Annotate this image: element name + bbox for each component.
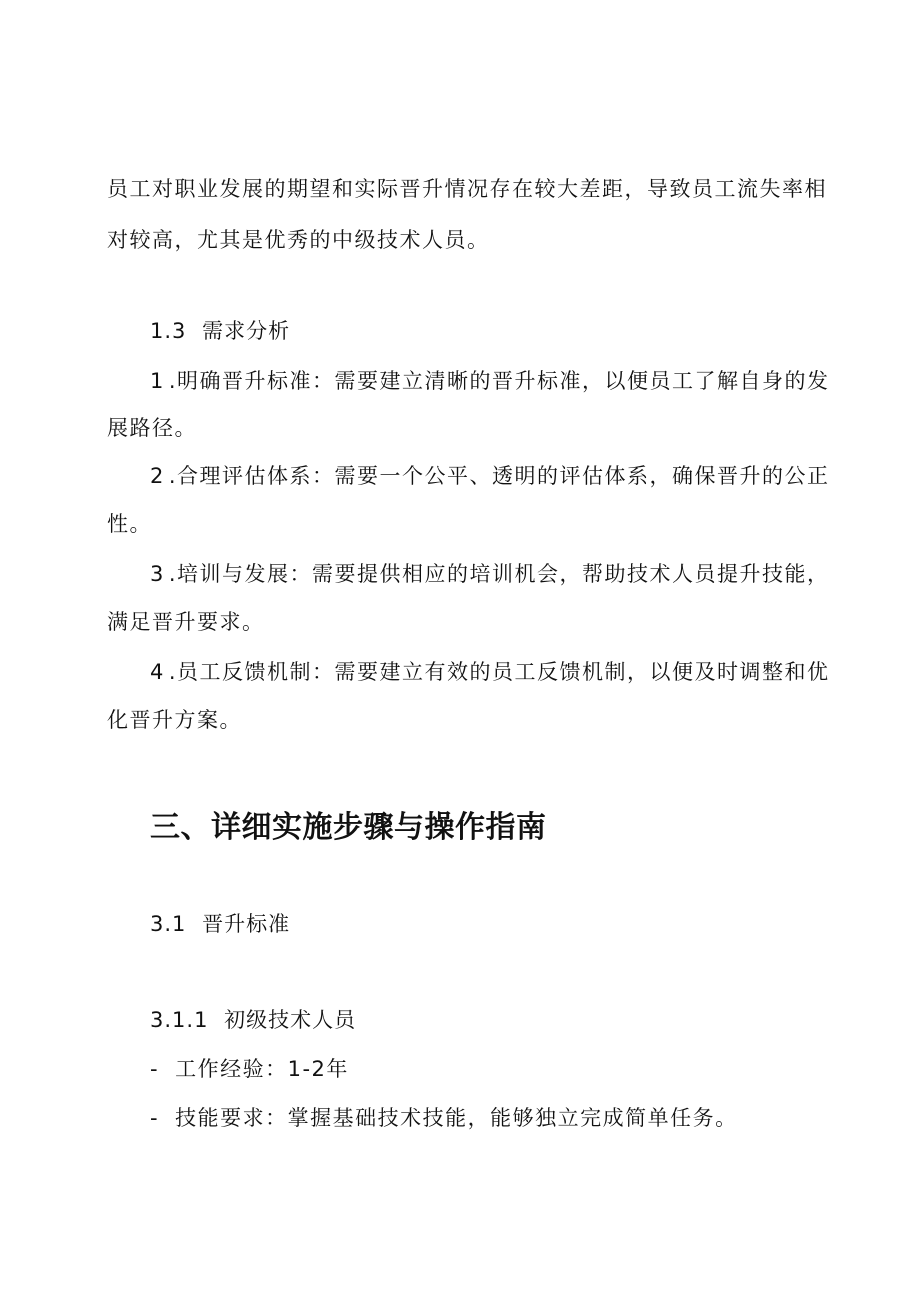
list-number: 4	[150, 660, 165, 684]
list-number: 2	[150, 464, 165, 488]
chapter-heading: 三、详细实施步骤与操作指南	[150, 810, 547, 845]
intro-paragraph-line-2: 对较高，尤其是优秀的中级技术人员。	[107, 228, 490, 252]
need-item-1-line-2: 展路径。	[107, 416, 197, 440]
section-heading-3-1-1	[150, 1006, 356, 1034]
need-item-2-line-2: 性。	[107, 512, 152, 536]
bullet-work-experience	[150, 1055, 349, 1083]
need-item-3-line-2: 满足晋升要求。	[107, 610, 265, 634]
list-number: 1	[150, 369, 165, 393]
need-item-4-line-1	[150, 658, 830, 686]
section-number: 3.1	[150, 912, 187, 936]
bullet-dash: -	[150, 1057, 160, 1081]
list-item-text: .合理评估体系：需要一个公平、透明的评估体系，确保晋升的公正	[168, 464, 830, 488]
section-title: 需求分析	[202, 319, 291, 343]
section-heading-3-1	[150, 910, 290, 938]
section-title: 初级技术人员	[224, 1008, 357, 1032]
bullet-dash: -	[150, 1106, 160, 1130]
list-item-text: .培训与发展：需要提供相应的培训机会，帮助技术人员提升技能，	[168, 562, 830, 586]
bullet-text: 技能要求：掌握基础技术技能，能够独立完成简单任务。	[175, 1106, 738, 1130]
need-item-4-line-2: 化晋升方案。	[107, 708, 242, 732]
section-number: 1.3	[150, 319, 187, 343]
bullet-text: 工作经验：1-2年	[175, 1057, 349, 1081]
section-heading-1-3	[150, 317, 290, 345]
section-title: 晋升标准	[202, 912, 291, 936]
list-item-text: .员工反馈机制：需要建立有效的员工反馈机制，以便及时调整和优	[168, 660, 830, 684]
need-item-1-line-1	[150, 367, 830, 395]
need-item-3-line-1	[150, 560, 830, 588]
bullet-skill-requirement	[150, 1104, 738, 1132]
list-number: 3	[150, 562, 165, 586]
list-item-text: .明确晋升标准：需要建立清晰的晋升标准，以便员工了解自身的发	[168, 369, 830, 393]
need-item-2-line-1	[150, 462, 830, 490]
intro-paragraph-line-1: 员工对职业发展的期望和实际晋升情况存在较大差距，导致员工流失率相	[107, 177, 827, 201]
section-number: 3.1.1	[150, 1008, 209, 1032]
